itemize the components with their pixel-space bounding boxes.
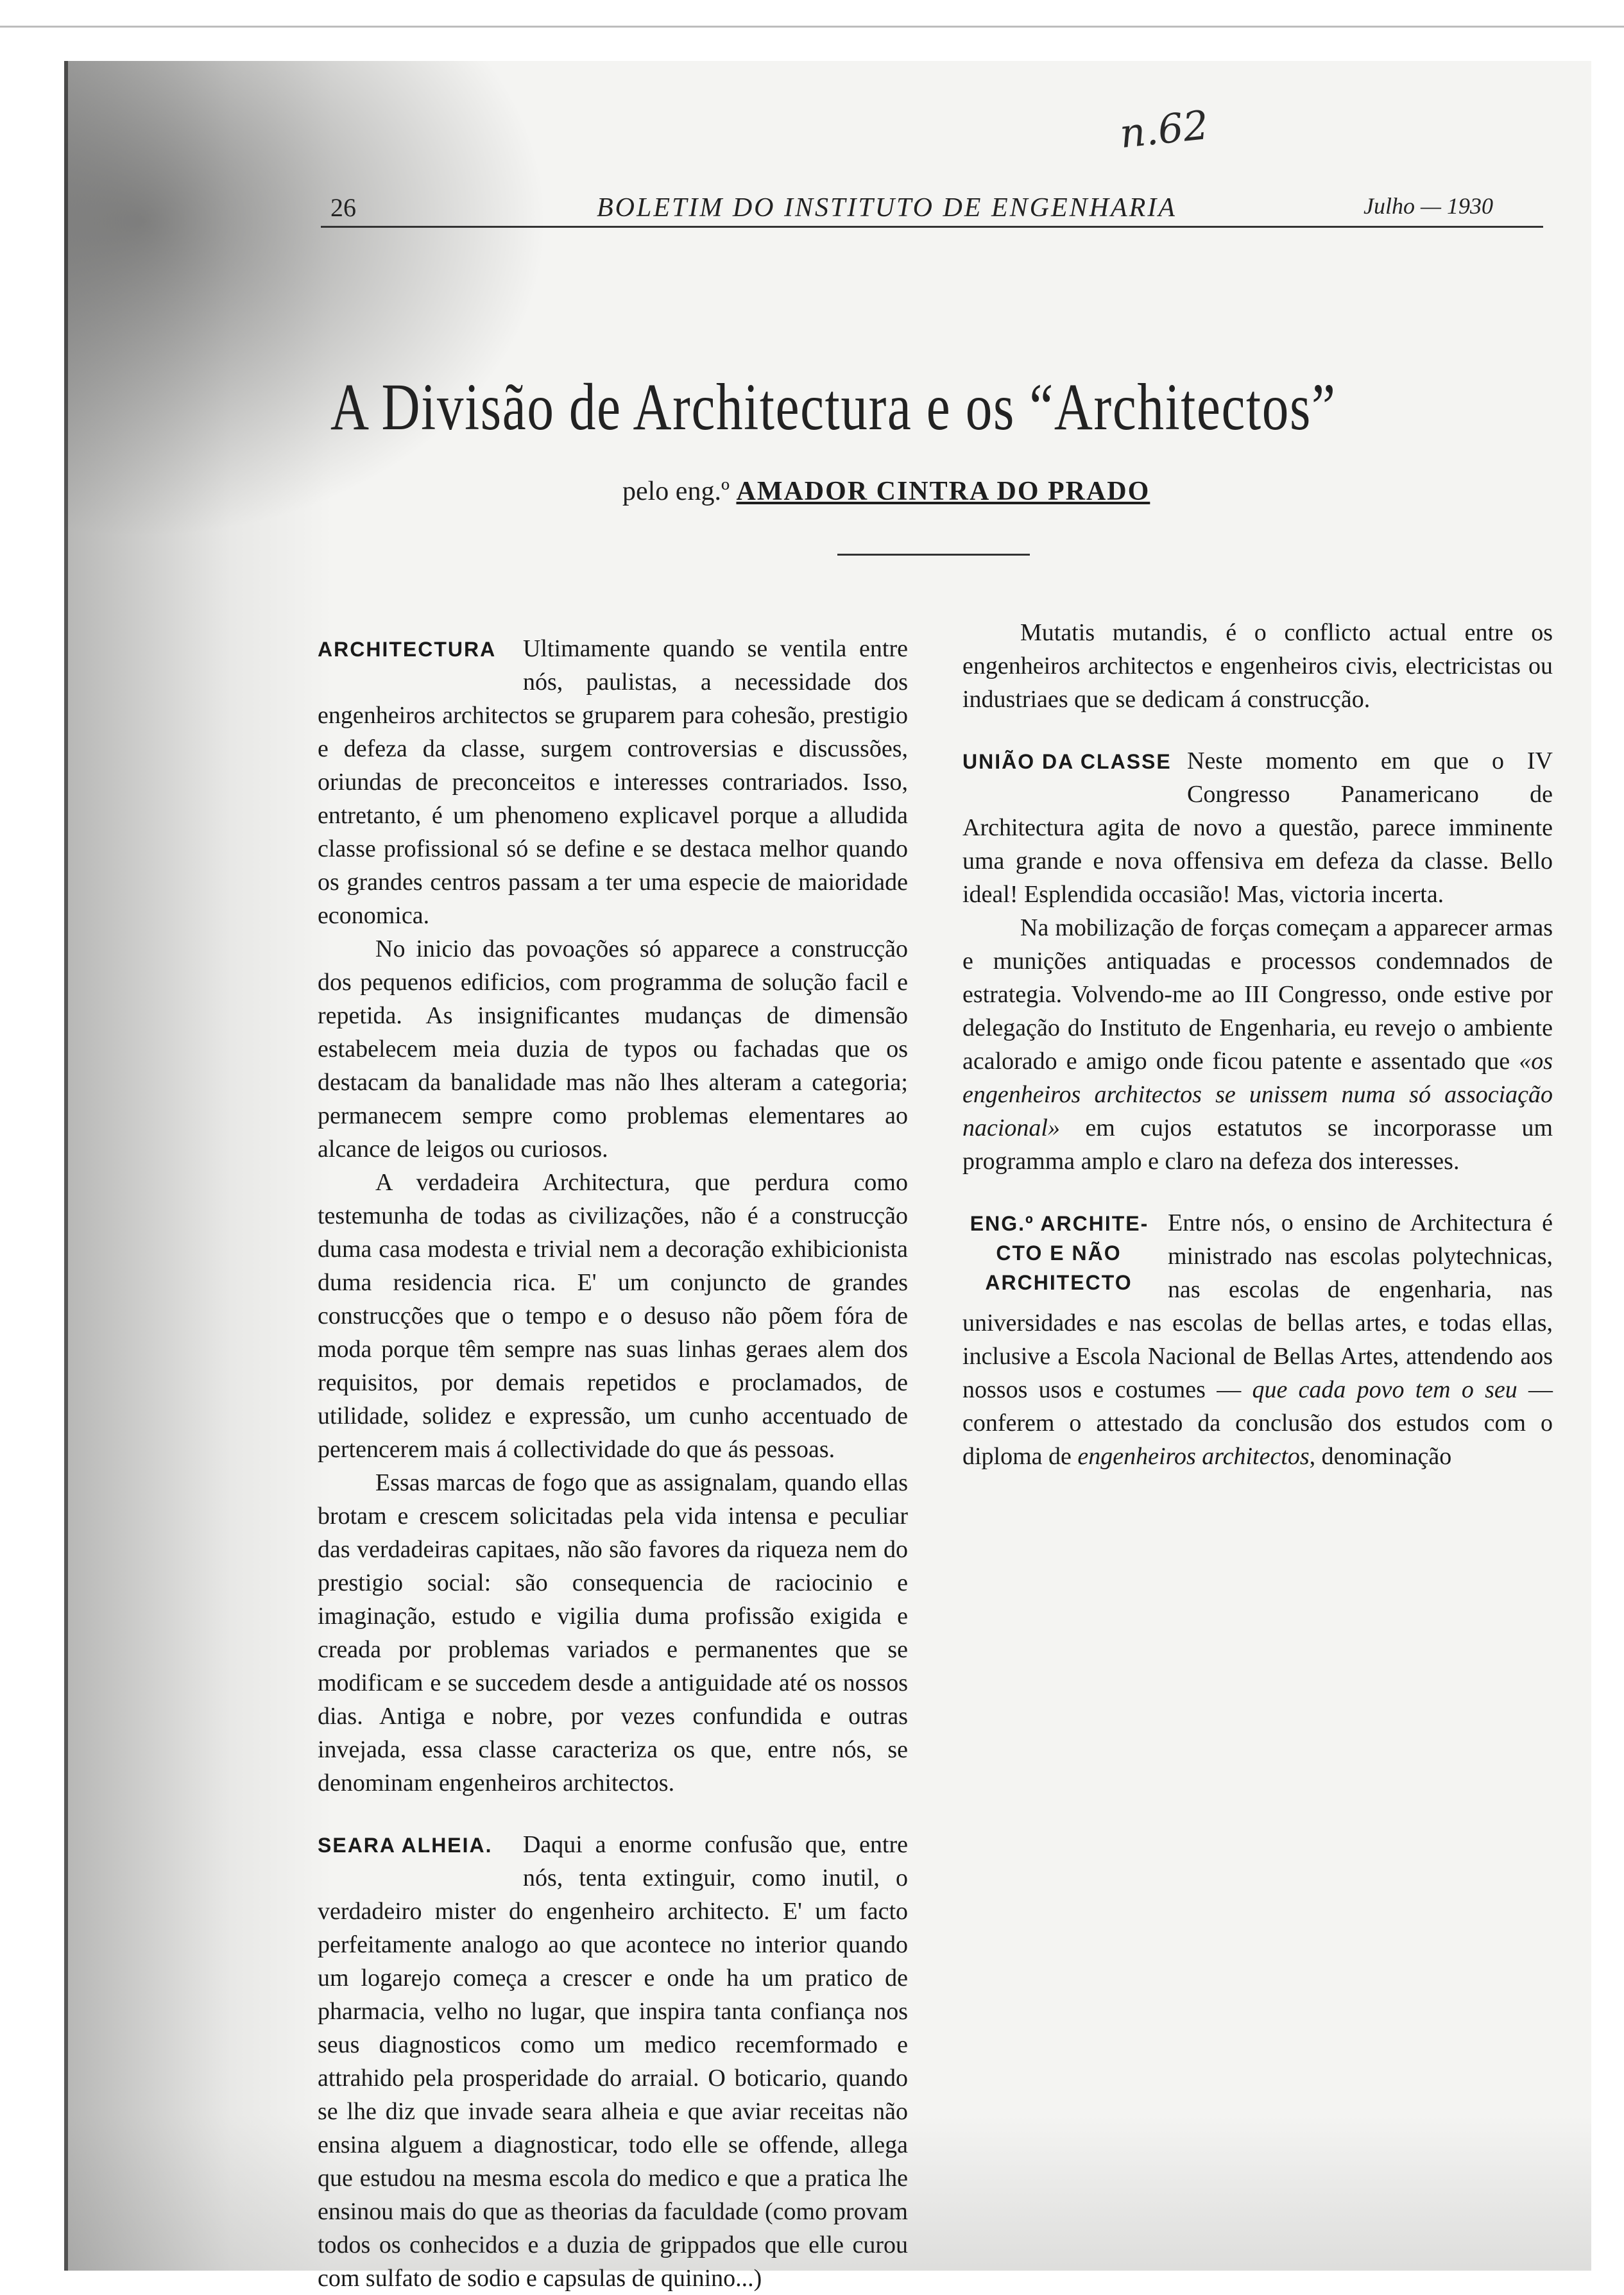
text-run: , denominação <box>1309 1443 1452 1470</box>
text-run: em cujos estatutos se incorporasse um programma amplo e claro na defeza dos interesses. <box>962 1114 1553 1175</box>
section-heading: UNIÃO DA CLASSE <box>962 750 1172 773</box>
text-run: Entre nós, o ensino de Architectura é ministrado nas escolas polytechnicas, nas escolas de engenharia, nas universidades e nas escolas de bellas artes, e todas ellas, inclusive a Escola Nacional de Bellas Artes, attendendo aos nossos usos e costumes — <box>962 1209 1553 1403</box>
journal-title: BOLETIM DO INSTITUTO DE ENGENHARIA <box>597 193 1177 223</box>
article-title: A Divisão de Architectura e os “Architectos” <box>330 370 1337 444</box>
section-eng-architecto <box>962 1206 1553 1473</box>
page-number: 26 <box>330 193 356 222</box>
paragraph <box>962 911 1553 1178</box>
page-left-edge <box>64 61 68 2271</box>
author-name: AMADOR CINTRA DO PRADO <box>736 477 1150 506</box>
section-seara-alheia <box>318 1828 908 2295</box>
paragraph: No inicio das povoações só apparece a construcção dos pequenos edificios, com programma de solução facil e repetida. As insignificantes mudanças de dimensão estabelecem meia duzia de typos ou fachadas que os destacam da banalidade mas não lhes alteram a categoria; permanecem sempre como problemas elementares ao alcance de leigos ou curiosos. <box>318 935 908 1163</box>
byline <box>622 476 1150 507</box>
section-heading: ARCHITECTURA <box>318 638 497 661</box>
left-column <box>318 632 908 2295</box>
issue-date: Julho — 1930 <box>1363 193 1493 219</box>
diploma-title: engenheiros architectos <box>1077 1443 1310 1470</box>
section-heading: SEARA ALHEIA. <box>318 1834 493 1857</box>
handwritten-note: n.62 <box>1117 101 1211 158</box>
section-heading: ENG.º ARCHITECTO E NÃO ARCHITECTO <box>970 1212 1148 1294</box>
text-run: Na mobilização de forças começam a apparecer armas e munições antiquadas e processos condemnados de estrategia. Volvendo-me ao III Congresso, onde estive por delegação do Instituto de Engenharia, eu revejo o ambiente acalorado e amigo onde ficou patente e assentado que <box>962 914 1553 1075</box>
right-column <box>962 616 1553 1473</box>
paragraph: Daqui a enorme confusão que, entre nós, tenta extinguir, como inutil, o verdadeiro mister do engenheiro architecto. E' um facto perfeitamente analogo ao que acontece no interior quando um logarejo começa a crescer e onde ha um pratico de pharmacia, velho no lugar, que inspira tanta confiança nos seus diagnosticos como um medico recemformado e attrahido pela prosperidade do arraial. O boticario, quando se lhe diz que invade seara alheia e que aviar receitas não ensina alguem a diagnosticar, todo elle se offende, allega que estudou na mesma escola do medico e que a pratica lhe ensinou mais do que as theorias da faculdade (como provam todos os conhecidos e a duzia de grippados que elle curou com sulfato de sodio e capsulas de quinino...) <box>318 1831 908 2292</box>
section-seara-alheia-continued <box>962 616 1553 716</box>
paragraph: Ultimamente quando se ventila entre nós, paulistas, a necessidade dos engenheiros architectos se gruparem para cohesão, prestigio e defeza da classe, surgem controversias e discussões, oriundas de preconceitos e interesses contrariados. Isso, entretanto, é um phenomeno explicavel porque a alludida classe profissional só se define e se destaca melhor quando os grandes centros passam a ter uma especie de maioridade economica. <box>318 635 908 929</box>
header-rule <box>321 226 1543 228</box>
section-architectura <box>318 632 908 1800</box>
paragraph: Essas marcas de fogo que as assignalam, quando ellas brotam e crescem solicitadas pela vida intensa e peculiar das verdadeiras capitaes, não são favores da riqueza nem do prestigio social: são consequencia de raciocinio e imaginação, estudo e vigilia duma profissão exigida e creada por problemas variados e permanentes que se modificam e se succedem desde a antiguidade até os nossos dias. Antiga e nobre, por vezes confundida e outras invejada, essa classe caracteriza os que, entre nós, se denominam engenheiros architectos. <box>318 1469 908 1796</box>
paragraph: Neste momento em que o IV Congresso Panamericano de Architectura agita de novo a questão, parece imminente uma grande e nova offensiva em defeza da classe. Bello ideal! Esplendida occasião! Mas, victoria incerta. <box>962 747 1553 908</box>
section-uniao-da-classe <box>962 744 1553 1178</box>
text-run: — conferem o attestado da conclusão dos estudos com o diploma de <box>962 1376 1553 1470</box>
quotation: «os engenheiros architectos se unissem numa só associação nacional» <box>962 1048 1553 1141</box>
quotation: que cada povo tem o seu <box>1252 1376 1517 1403</box>
paragraph: Mutatis mutandis, é o conflicto actual entre os engenheiros architectos e engenheiros civis, electricistas ou industriaes que se dedicam á construcção. <box>962 619 1553 713</box>
paragraph: A verdadeira Architectura, que perdura como testemunha de todas as civilizações, não é a construcção duma casa modesta e trivial nem a decoração exhibicionista duma residencia rica. E' um conjuncto de grandes construcções que o tempo e o desuso não põem fóra de moda porque têm sempre nas suas linhas geraes alem dos requisitos, por demais repetidos e proclamados, de utilidade, solidez e expressão, um cunho accentuado de pertencerem mais á collectividade do que ás pessoas. <box>318 1169 908 1463</box>
scanner-top-rule <box>0 26 1624 28</box>
title-rule <box>837 554 1030 556</box>
byline-prefix: pelo eng.º <box>622 477 730 506</box>
